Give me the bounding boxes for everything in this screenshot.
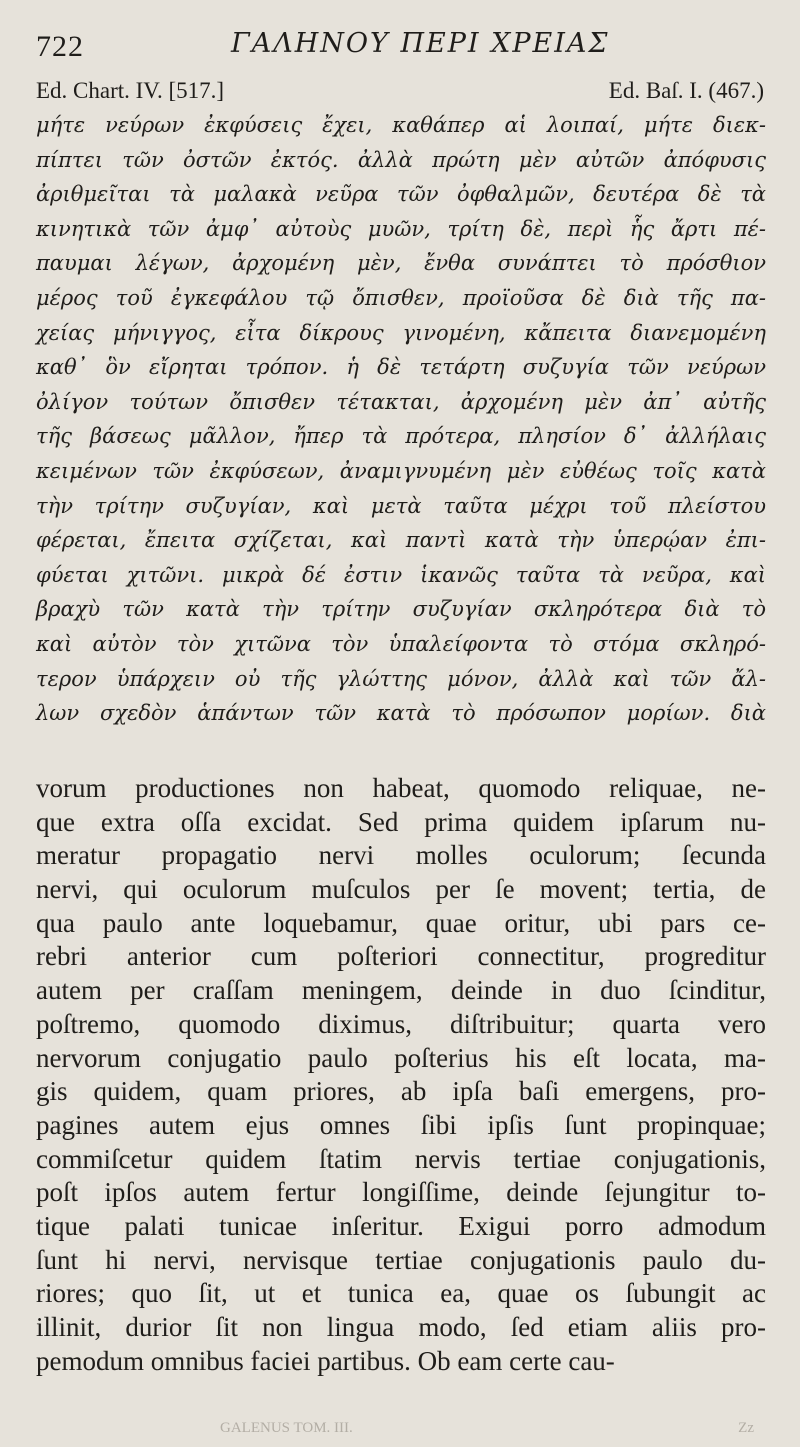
page-number: 722	[36, 30, 84, 63]
greek-text-line: λων σχεδὸν ἁπάντων τῶν κατὰ τὸ πρόσωπον μορίων. διὰ	[36, 701, 766, 726]
latin-text-line: riores; quo ſit, ut et tunica ea, quae os ſubungit ac	[36, 1278, 766, 1309]
greek-text-line: καθ᾽ ὃν εἴρηται τρόπον. ἡ δὲ τετάρτη συζυγία τῶν νεύρων	[36, 355, 766, 380]
greek-text-line: τὴν τρίτην συζυγίαν, καὶ μετὰ ταῦτα μέχρι τοῦ πλείστου	[36, 493, 766, 518]
greek-text-line: χείας μήνιγγος, εἶτα δίκρους γινομένη, κἄπειτα διανεμομένη	[36, 320, 766, 345]
latin-text-line: pagines autem ejus omnes ſibi ipſis ſunt propinquae;	[36, 1109, 766, 1140]
latin-text-line: nervorum conjugatio paulo poſterius his eſt locata, ma-	[36, 1042, 766, 1073]
greek-text-line: βραχὺ τῶν κατὰ τὴν τρίτην συζυγίαν σκληρότερα διὰ τὸ	[36, 597, 766, 622]
greek-text-line: κινητικὰ τῶν ἀμφ᾽ αὐτοὺς μυῶν, τρίτη δὲ, περὶ ἧς ἄρτι πέ-	[36, 216, 766, 241]
greek-text-line: τῆς βάσεως μᾶλλον, ἤπερ τὰ πρότερα, πλησίον δ᾽ ἀλλήλαις	[36, 424, 766, 449]
latin-text-line: vorum productiones non habeat, quomodo reliquae, ne-	[36, 773, 766, 803]
latin-text-block	[36, 772, 766, 1378]
greek-text-line: παυμαι λέγων, ἀρχομένη μὲν, ἔνθα συνάπτει τὸ πρόσθιον	[36, 251, 766, 276]
latin-text-line: tique palati tunicae inſeritur. Exigui porro admodum	[36, 1210, 766, 1241]
latin-text-line: rebri anterior cum poſteriori connectitur, progreditur	[36, 941, 766, 972]
latin-text-line: meratur propagatio nervi molles oculorum; ſecunda	[36, 840, 766, 871]
running-title: ΓΑΛΗΝΟΥ ΠΕΡΙ ΧΡΕΙΑΣ	[231, 28, 610, 59]
greek-text-line: φύεται χιτῶνι. μικρὰ δέ ἐστιν ἱκανῶς ταῦτα τὰ νεῦρα, καὶ	[36, 562, 766, 587]
footer-signature: GALENUS TOM. III.	[220, 1420, 353, 1436]
footer-signature-mark: Zz	[738, 1420, 754, 1436]
latin-text-line: autem per craſſam meningem, deinde in duo ſcinditur,	[36, 975, 766, 1006]
edition-reference-chartier: Ed. Chart. IV. [517.]	[36, 78, 225, 103]
greek-text-line: καὶ αὐτὸν τὸν χιτῶνα τὸν ὑπαλείφοντα τὸ στόμα σκληρό-	[36, 631, 766, 656]
latin-text-line: poſtremo, quomodo diximus, diſtribuitur; quarta vero	[36, 1008, 766, 1039]
greek-text-line: ὀλίγον τούτων ὄπισθεν τέτακται, ἀρχομένη μὲν ἀπ᾽ αὐτῆς	[36, 389, 766, 414]
greek-text-line: ἀριθμεῖται τὰ μαλακὰ νεῦρα τῶν ὀφθαλμῶν, δευτέρα δὲ τὰ	[36, 182, 766, 207]
greek-text-line: μέρος τοῦ ἐγκεφάλου τῷ ὄπισθεν, προϊοῦσα δὲ διὰ τῆς πα-	[36, 285, 766, 310]
greek-text-line: μήτε νεύρων ἐκφύσεις ἔχει, καθάπερ αἱ λοιπαί, μήτε διεκ-	[36, 113, 766, 137]
latin-text-line: pemodum omnibus faciei partibus. Ob eam certe cau-	[36, 1345, 615, 1376]
greek-text-line: πίπτει τῶν ὀστῶν ἐκτός. ἀλλὰ πρώτη μὲν αὐτῶν ἀπόφυσις	[36, 147, 766, 172]
latin-text-line: que extra oſſa excidat. Sed prima quidem ipſarum nu-	[36, 806, 766, 837]
greek-text-line: φέρεται, ἔπειτα σχίζεται, καὶ παντὶ κατὰ τὴν ὑπερῴαν ἐπι-	[36, 528, 766, 553]
edition-reference-basel: Ed. Baſ. I. (467.)	[608, 78, 764, 103]
latin-text-line: qua paulo ante loquebamur, quae oritur, ubi pars ce-	[36, 907, 766, 938]
greek-text-line: κειμένων τῶν ἐκφύσεων, ἀναμιγνυμένη μὲν εὐθέως τοῖς κατὰ	[36, 458, 766, 483]
page-header	[36, 26, 764, 66]
latin-text-line: poſt ipſos autem fertur longiſſime, deinde ſejungitur to-	[36, 1177, 766, 1208]
edition-references	[36, 78, 764, 108]
page-footer	[170, 1420, 764, 1444]
latin-text-line: commiſcetur quidem ſtatim nervis tertiae conjugationis,	[36, 1143, 766, 1174]
latin-text-line: illinit, durior ſit non lingua modo, ſed etiam aliis pro-	[36, 1312, 766, 1342]
latin-text-line: nervi, qui oculorum muſculos per ſe movent; tertia, de	[36, 874, 766, 905]
latin-text-line: ſunt hi nervi, nervisque tertiae conjugationis paulo du-	[36, 1244, 766, 1275]
greek-text-block	[36, 108, 766, 731]
greek-text-line: τερον ὑπάρχειν οὐ τῆς γλώττης μόνον, ἀλλὰ καὶ τῶν ἄλ-	[36, 666, 766, 691]
latin-text-line: gis quidem, quam priores, ab ipſa baſi emergens, pro-	[36, 1076, 766, 1107]
